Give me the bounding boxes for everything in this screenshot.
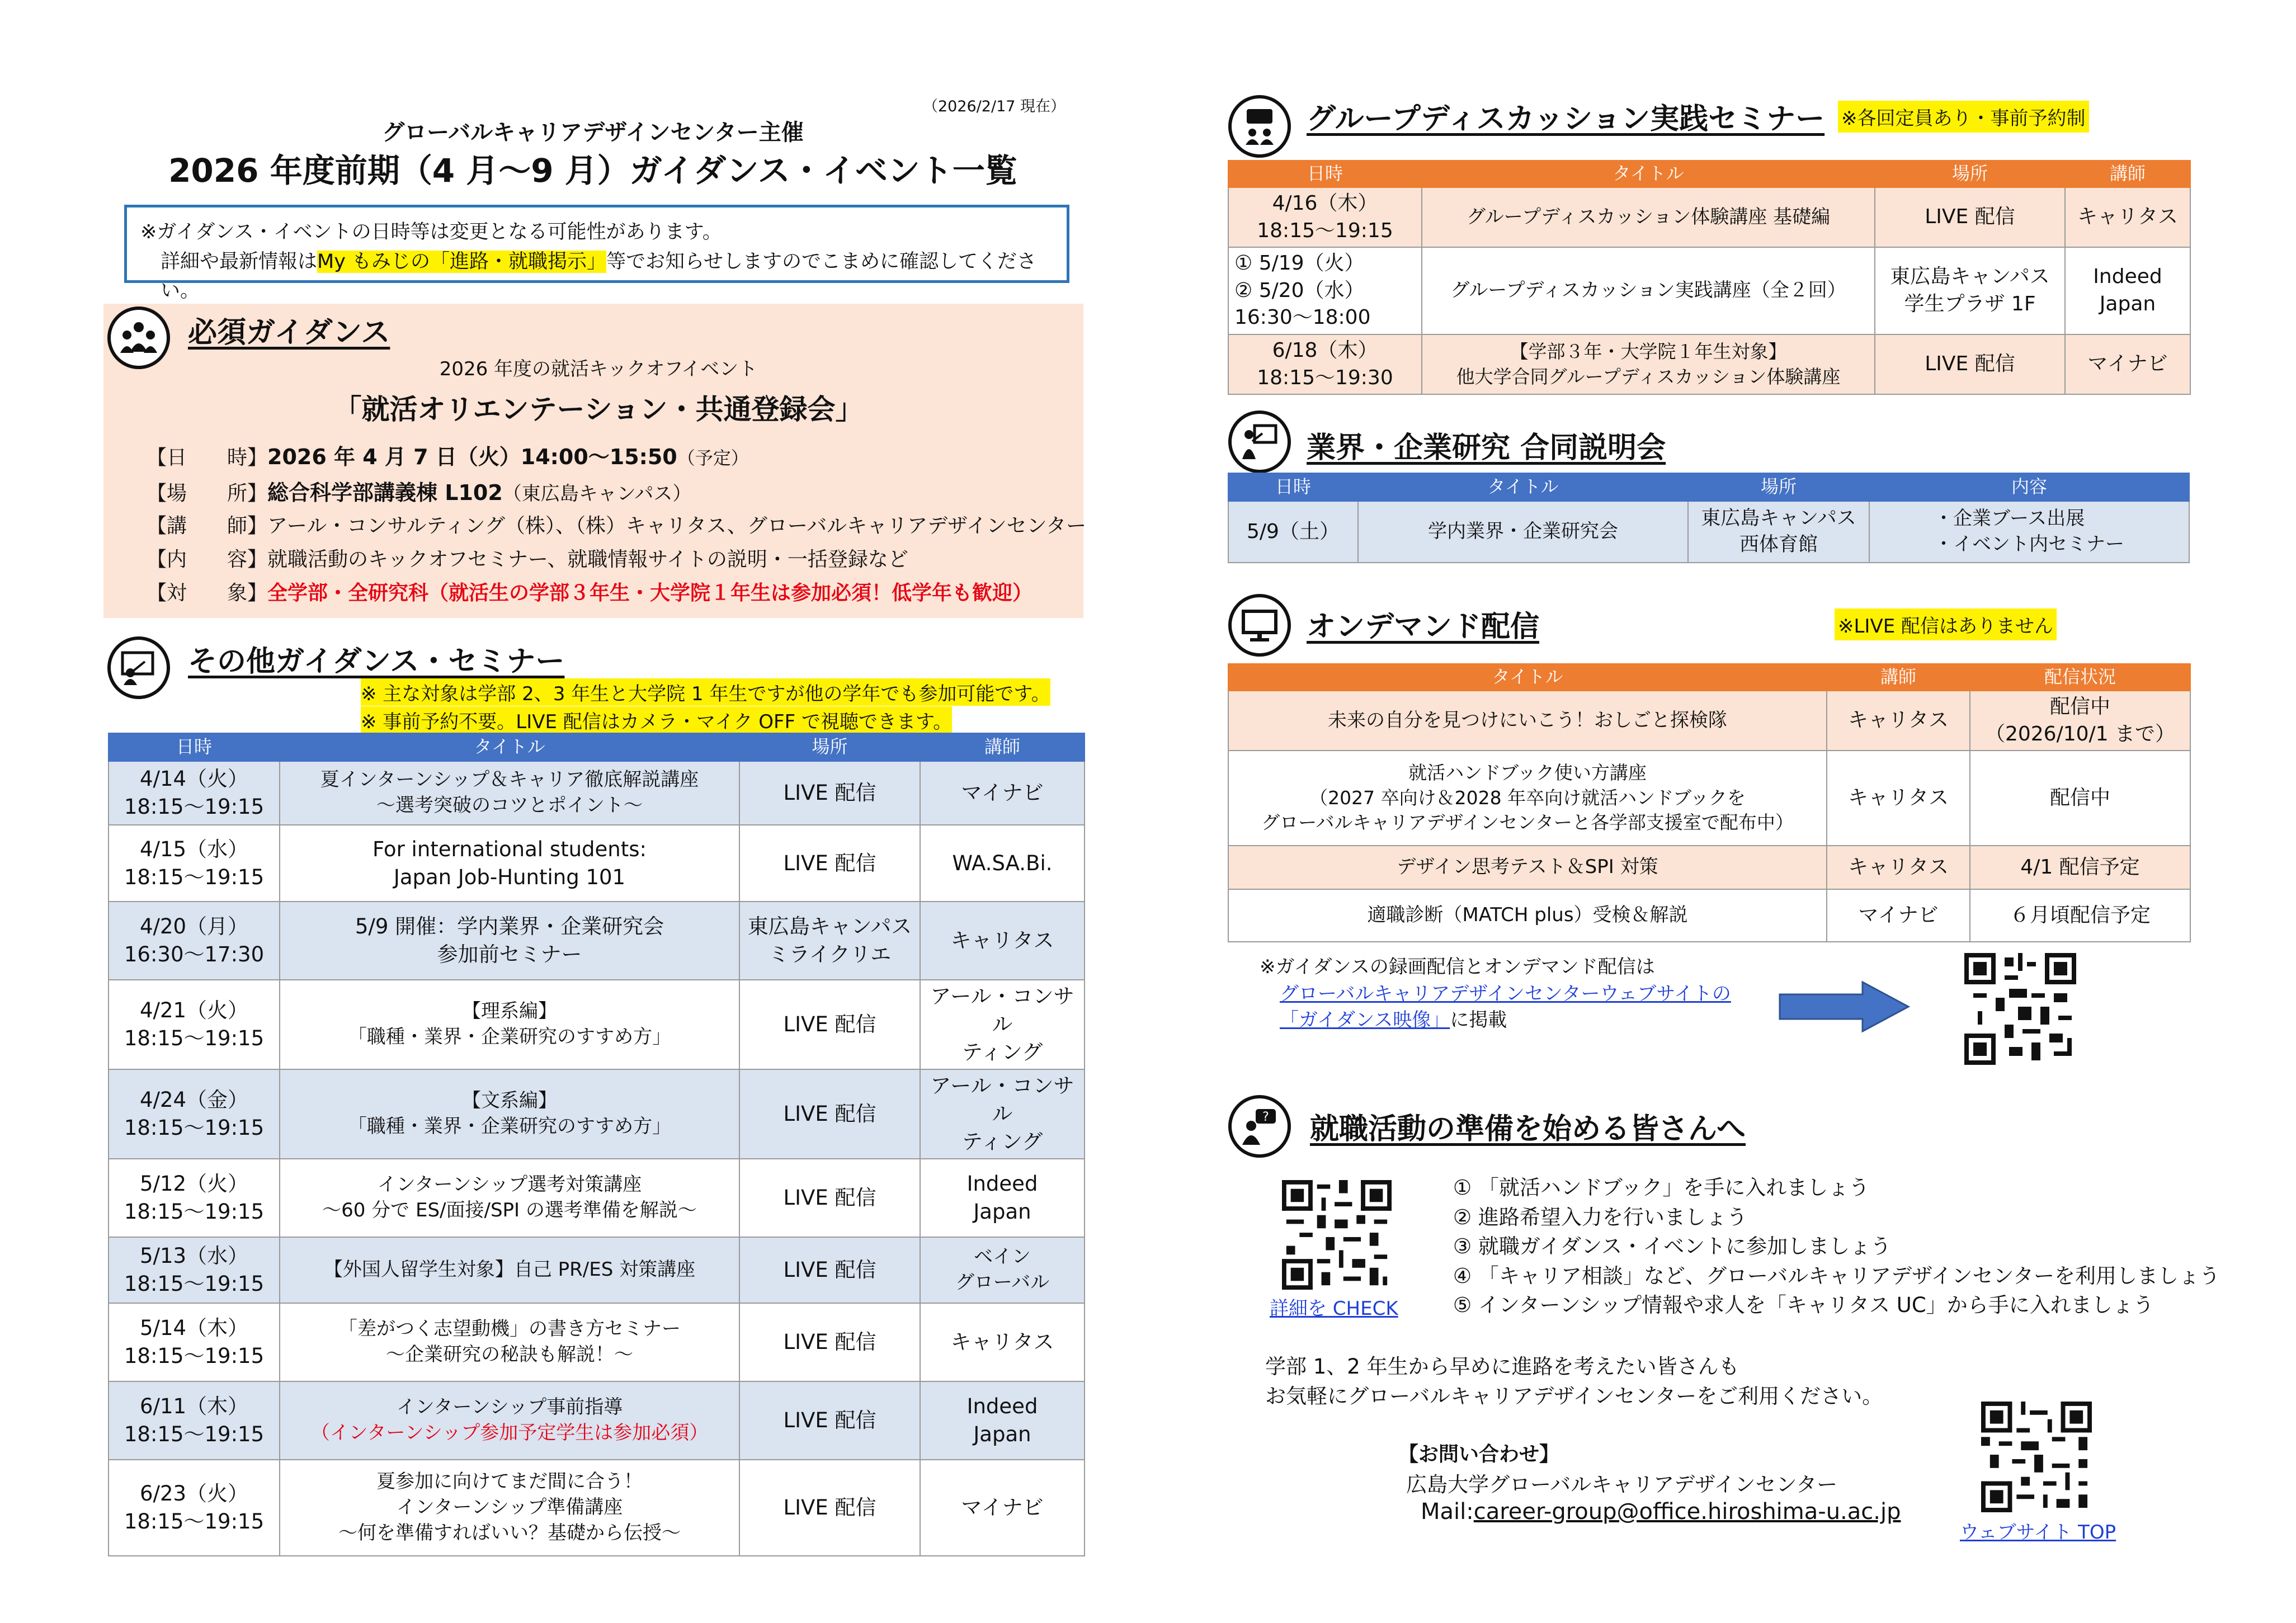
row-subtitle: 「職種・業界・企業研究のすすめ方」 [347,1025,672,1048]
row-title: グループディスカッション体験講座 基礎編 [1466,205,1831,228]
table-row [109,1069,1085,1159]
arrow-right-icon [1779,980,1911,1036]
prep-step: ① 「就活ハンドブック」を手に入れましょう [1453,1176,1870,1200]
row-status-detail: （2026/10/1 まで） [1984,722,2176,746]
recording-note [1260,954,1731,1034]
presentation-icon [107,636,170,699]
row-place: LIVE 配信 [783,1329,876,1354]
row-time: 18:15～19:15 [124,1115,265,1140]
prep-step: ② 進路希望入力を行いましょう [1453,1205,1747,1229]
row-subtitle: Japan Job-Hunting 101 [393,865,626,889]
mail-label: Mail: [1421,1499,1474,1525]
row-title: 【外国人留学生対象】自己 PR/ES 対策講座 [323,1258,696,1281]
row-alert: （インターンシップ参加予定学生は参加必須） [310,1421,709,1444]
required-lecturer-row [147,510,1086,539]
row-subtitle: インターンシップ準備講座 [396,1495,623,1518]
col-title: タイトル [280,733,739,761]
lecture-icon [1228,411,1291,473]
event-name: 「就活オリエンテーション・共通登録会」 [333,393,864,426]
row-label: 【日 時】 [147,446,268,469]
consultation-icon [1228,1095,1291,1158]
row-lecturer: マイナビ [1858,903,1939,927]
row-place: LIVE 配信 [783,1012,876,1036]
row-lecturer: Indeed [2093,265,2162,289]
col-content: 内容 [1869,473,2189,501]
row-lecturer-cont: ティング [961,1040,1043,1064]
row-title: 夏インターンシップ＆キャリア徹底解説講座 [320,768,699,791]
row-lecturer: ベイン [974,1245,1031,1268]
row-lecturer: マイナビ [961,781,1044,805]
table-row [1228,187,2190,247]
website-top-qr-code[interactable] [1981,1402,2092,1512]
gd-table [1228,160,2191,395]
row-place-detail: 学生プラザ 1F [1904,292,2036,316]
row-value: 就職活動のキックオフセミナー、就職情報サイトの説明・一括登録など [267,548,908,571]
row-place: LIVE 配信 [1925,352,2015,376]
row-status: ６月頃配信予定 [2009,903,2151,927]
table-row [1228,691,2190,751]
row-lecturer: キャリタス [950,1329,1054,1354]
col-title: タイトル [1358,473,1688,501]
row-title: 【学部３年・大学院１年生対象】 [1510,341,1787,363]
row-time: 18:15～19:15 [124,1343,265,1368]
row-title: 学内業界・企業研究会 [1428,520,1618,543]
row-time: 16:30～17:30 [124,942,265,966]
contact-org: 広島大学グローバルキャリアデザインセンター [1406,1473,1838,1497]
col-lecturer: 講師 [2065,161,2190,187]
other-note-1: ※ 主な対象は学部 2、3 年生と大学院 1 年生ですが他の学年でも参加可能です。 [361,678,1050,706]
ondemand-heading: オンデマンド配信 [1307,610,1540,644]
prep-step: ⑤ インターンシップ情報や求人を「キャリタス UC」から手に入れましょう [1453,1293,2154,1318]
required-target-row [147,577,1033,606]
row-time: 18:15～19:15 [124,1422,265,1446]
row-title: グループディスカッション実践講座（全２回） [1450,279,1846,302]
row-title: インターンシップ事前指導 [396,1395,623,1418]
row-content-2: ・イベント内セミナー [1934,533,2124,555]
required-heading: 必須ガイダンス [188,316,390,350]
row-lecturer-cont: Japan [973,1422,1031,1446]
col-lecturer: 講師 [920,733,1085,761]
required-place-row [147,475,691,506]
email-link[interactable]: career-group@office.hiroshima-u.ac.jp [1473,1499,1901,1525]
row-place: LIVE 配信 [783,781,876,805]
prep-steps [1453,1173,2220,1320]
row-value: アール・コンサルティング（株）、（株）キャリタス、グローバルキャリアデザインセンター [267,515,1087,537]
details-qr-code[interactable] [1282,1180,1392,1290]
row-lecturer-cont: Japan [2099,292,2156,316]
row-status: 4/1 配信予定 [2020,855,2140,879]
recording-note-line: ※ガイダンスの録画配信とオンデマンド配信は [1260,956,1655,978]
gcdc-website-link[interactable]: グローバルキャリアデザインセンターウェブサイトの [1280,982,1731,1005]
row-subtitle: ～60 分で ES/面接/SPI の選考準備を解説～ [322,1199,697,1221]
table-row [1228,334,2190,394]
row-lecturer: アール・コンサル [930,984,1074,1036]
recording-post: に掲載 [1450,1009,1507,1032]
ondemand-header-row [1228,664,2190,691]
table-row [1228,846,2190,889]
prep-heading: 就職活動の準備を始める皆さんへ [1310,1112,1746,1146]
col-lecturer: 講師 [1827,664,1970,691]
row-place: LIVE 配信 [783,1257,876,1282]
row-title: 【文系編】 [462,1089,557,1112]
row-date: 5/14（木） [139,1315,249,1340]
group-icon [107,306,170,369]
row-subtitle: ～選考突破のコツとポイント～ [376,794,643,817]
row-lecturer: キャリタス [950,928,1054,953]
gd-note: ※各回定員あり・事前予約制 [1838,101,2089,133]
table-row [109,1237,1085,1303]
row-content-1: ・企業ブース出展 [1934,507,2085,530]
notice-line-2-post: 等でお知らせしますのでこまめに確認してください。 [161,250,1037,302]
ondemand-note: ※LIVE 配信はありません [1835,608,2057,640]
row-note: （予定） [677,447,749,469]
col-datetime: 日時 [1228,473,1358,501]
seminar-table [108,733,1085,1556]
row-label: 【内 容】 [147,548,268,571]
row-lecturer: アール・コンサル [930,1073,1074,1126]
row-place: 東広島キャンパス [1890,265,2050,289]
row-value: 全学部・全研究科（就活生の学部３年生・大学院１年生は参加必須！低学年も歓迎） [267,582,1033,605]
notice-line-1: ※ガイダンス・イベントの日時等は変更となる可能性があります。 [140,221,722,243]
row-date: 5/12（火） [139,1171,249,1196]
row-place: LIVE 配信 [783,851,876,875]
table-row [109,825,1085,902]
row-date: 4/21（火） [139,998,249,1022]
other-note-2: ※ 事前予約不要。LIVE 配信はカメラ・マイク OFF で視聴できます。 [361,706,952,734]
industry-table [1228,473,2190,563]
row-date: 6/11（木） [139,1394,249,1418]
table-row [1228,247,2190,334]
table-row [109,1159,1085,1237]
row-value: 総合科学部講義棟 L102 [267,480,503,505]
row-title: 未来の自分を見つけにいこう！おしごと探検隊 [1328,709,1727,732]
row-subtitle-2: ～何を準備すればいい？基礎から伝授～ [338,1521,681,1544]
notice-highlight: My もみじの「進路・就職掲示」 [317,250,607,273]
notice-box [124,205,1069,302]
row-lecturer: Indeed [967,1171,1038,1196]
table-row [109,902,1085,980]
svg-text:?: ? [1262,1110,1269,1124]
row-label: 【場 所】 [147,482,268,505]
col-datetime: 日時 [1228,161,1422,187]
row-status: 配信中 [2049,786,2110,809]
col-place: 場所 [1688,473,1869,501]
industry-heading: 業界・企業研究 合同説明会 [1307,431,1666,465]
row-lecturer: キャリタス [1847,709,1949,732]
row-time: 18:15～19:30 [1257,366,1393,389]
row-place: LIVE 配信 [783,1101,876,1126]
table-row [109,761,1085,825]
row-subtitle: ～企業研究の秘訣も解説！～ [386,1343,633,1366]
row-lecturer: キャリタス [1847,855,1949,879]
row-title: 就活ハンドブック使い方講座 [1408,762,1647,784]
required-date-row [147,440,749,470]
col-place: 場所 [1875,161,2065,187]
col-title: タイトル [1422,161,1875,187]
row-lecturer: キャリタス [2077,205,2178,229]
row-title: 夏参加に向けてまだ間に合う！ [376,1470,643,1493]
row-title: デザイン思考テスト＆SPI 対策 [1397,856,1658,879]
row-title: For international students: [372,837,647,861]
row-lecturer-cont: Japan [973,1199,1031,1224]
row-place-detail: ミライクリエ [768,942,892,966]
row-title: 【理系編】 [462,1000,557,1023]
website-top-link[interactable]: ウェブサイト TOP [1960,1521,2116,1544]
table-row [109,1460,1085,1556]
col-datetime: 日時 [109,733,280,761]
row-date: 4/15（水） [139,837,249,861]
row-time: 18:15～19:15 [124,1271,265,1296]
guidance-video-qr-code[interactable] [1964,953,2076,1065]
prep-message-line-2: お気軽にグローバルキャリアデザインセンターをご利用ください。 [1265,1384,1883,1408]
industry-header-row [1228,473,2189,501]
table-row [1228,501,2189,563]
row-time: 18:15～19:15 [124,1026,265,1050]
row-lecturer: WA.SA.Bi. [952,851,1053,875]
other-heading: その他ガイダンス・セミナー [188,645,565,678]
row-date-2: ② 5/20（水） [1234,279,1365,302]
row-date: 4/16（木） [1272,192,1378,215]
required-content-row [147,544,908,572]
row-subtitle: 参加前セミナー [437,942,582,966]
row-date: 6/18（木） [1272,338,1378,362]
prep-message-line-1: 学部 1、2 年生から早めに進路を考えたい皆さんも [1265,1355,1739,1379]
organizer: グローバルキャリアデザインセンター主催 [382,120,804,145]
contact-mail [1421,1499,1901,1525]
row-lecturer-cont: ティング [961,1129,1043,1154]
row-place: LIVE 配信 [783,1495,876,1520]
row-time: 18:15～19:15 [124,865,265,889]
row-date: 4/20（月） [139,914,249,939]
row-subtitle: 「職種・業界・企業研究のすすめ方」 [347,1115,672,1138]
row-date: 6/23（火） [139,1481,249,1506]
page-title: 2026 年度前期（4 月～9 月）ガイダンス・イベント一覧 [168,152,1017,190]
table-row [109,1303,1085,1381]
row-date: ① 5/19（火） [1234,252,1365,275]
col-place: 場所 [739,733,920,761]
prep-step: ③ 就職ガイダンス・イベントに参加しましょう [1453,1234,1892,1259]
row-subtitle-2: グローバルキャリアデザインセンターと各学部支援室で配布中） [1261,812,1794,834]
table-row [1228,889,2190,942]
row-title: 5/9 開催：学内業界・企業研究会 [355,914,664,939]
row-lecturer-cont: グローバル [955,1271,1050,1294]
row-lecturer: マイナビ [961,1495,1044,1520]
row-time: 18:15～19:15 [124,795,265,819]
row-value: 2026 年 4 月 7 日（火）14:00～15:50 [267,445,677,469]
row-lecturer: マイナビ [2087,352,2168,376]
row-place: 東広島キャンパス [747,914,912,939]
row-title: インターンシップ選考対策講座 [377,1173,642,1196]
row-date: 5/9（土） [1247,520,1340,543]
row-time: 18:15～19:15 [124,1509,265,1534]
row-time: 16:30～18:00 [1234,306,1371,329]
row-lecturer: Indeed [967,1394,1038,1418]
gd-heading: グループディスカッション実践セミナー [1307,102,1825,136]
row-place: LIVE 配信 [1925,205,2015,229]
gd-header-row [1228,161,2190,187]
col-title: タイトル [1228,664,1827,691]
row-date: 5/13（水） [139,1243,249,1268]
table-row [109,980,1085,1069]
as-of-date: （2026/2/17 現在） [923,98,1066,115]
row-status: 配信中 [2049,695,2110,718]
row-date: 4/24（金） [139,1087,249,1112]
contact-heading: 【お問い合わせ】 [1398,1443,1560,1466]
row-subtitle: （2027 卒向け＆2028 年卒向け就活ハンドブックを [1309,786,1746,809]
prep-step: ④ 「キャリア相談」など、グローバルキャリアデザインセンターを利用しましょう [1453,1263,2220,1288]
discussion-icon [1228,95,1291,158]
prep-message [1265,1352,1883,1411]
row-label: 【対 象】 [147,582,268,605]
row-place-detail: 西体育館 [1739,534,1818,556]
row-note: （東広島キャンパス） [502,483,692,505]
table-row [109,1381,1085,1460]
row-title: 適職診断（MATCH plus）受検＆解説 [1367,904,1688,927]
guidance-video-link[interactable]: 「ガイダンス映像」 [1280,1009,1450,1032]
col-status: 配信状況 [1970,664,2190,691]
notice-line-2-pre: 詳細や最新情報は [161,250,318,273]
row-label: 【講 師】 [147,515,268,537]
row-time: 18:15～19:15 [1257,219,1393,242]
table-header-row [109,733,1085,761]
row-place: LIVE 配信 [783,1185,876,1210]
row-subtitle: 他大学合同グループディスカッション体験講座 [1456,365,1841,388]
check-details-link[interactable]: 詳細を CHECK [1270,1298,1398,1320]
table-row [1228,751,2190,846]
row-date: 4/14（火） [139,767,249,791]
row-place: LIVE 配信 [783,1408,876,1432]
row-title: 「差がつく志望動機」の書き方セミナー [338,1317,681,1340]
row-time: 18:15～19:15 [124,1199,265,1224]
row-lecturer: キャリタス [1847,786,1949,809]
kickoff-label: 2026 年度の就活キックオフイベント [439,358,758,380]
monitor-icon [1228,594,1291,657]
ondemand-table [1228,663,2191,942]
row-place: 東広島キャンパス [1701,507,1856,530]
